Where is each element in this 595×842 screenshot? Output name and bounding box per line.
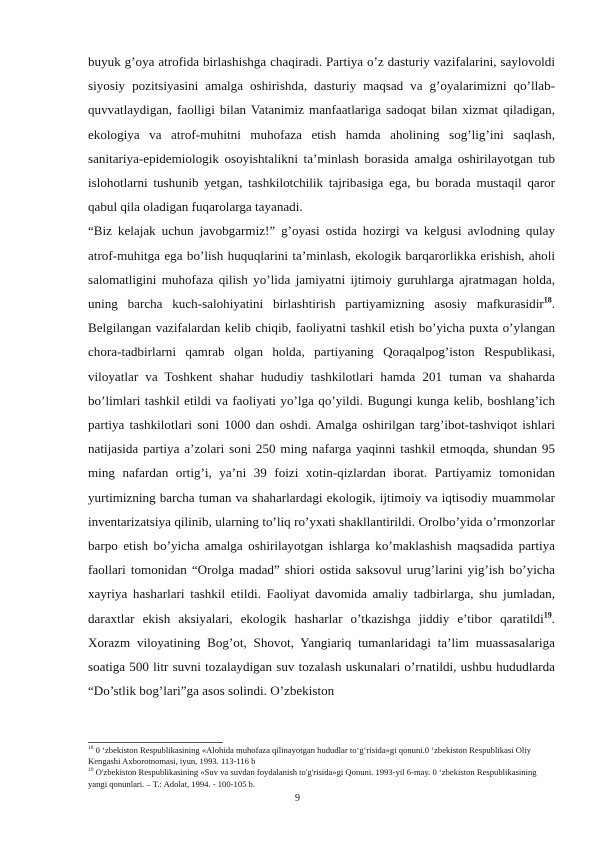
paragraph-2 <box>88 219 555 703</box>
paragraph-2-ending: . Xorazm viloyatining Bog’ot, Shovot, Yangiariq tumanlaridagi ta’lim muassasalariga soatiga 500 litr suvni tozalaydigan suv tozalash uskunalari o’rnatildi, ushbu hududlarda “Do’stlik bog’lari”ga asos solindi. O’zbekiston <box>88 610 555 699</box>
footnote-text: O'zbekiston Respublikasining «Suv va suvdan foydalanish to'g'risida»gi Qonuni. 1993-yil 6-may. 0 ‘zbekiston Respublikasining yangi qonunlari. – T.: Adolat, 1994. - 100-105 b. <box>88 767 537 789</box>
footnote-ref-18[interactable]: 18 <box>543 295 552 305</box>
footnote-ref-19[interactable]: 19 <box>543 610 552 620</box>
page-number: 9 <box>295 793 300 804</box>
paragraph-1: buyuk g’oya atrofida birlashishga chaqiradi. Partiya o’z dasturiy vazifalarini, saylovoldi siyosiy pozitsiyasini amalga oshirishda, dasturiy maqsad va g’oyalarimizni qo’llab-quvvatlaydigan, faolligi bilan Vatanimiz manfaatlariga sadoqat bilan xizmat qiladigan, ekologiya va atrof-muhitni muhofaza etish hamda aholining sog’lig’ini saqlash, sanitariya-epidemiologik osoyishtalikni ta’minlash borasida amalga oshirilayotgan tub islohotlarni tushunib yetgan, tashkilotchilik tajribasiga ega, bu borada mustaqil qaror qabul qila oladigan fuqarolarga tayanadi. <box>88 54 555 215</box>
footnotes <box>88 742 555 790</box>
footnote-number: 18 <box>88 745 94 752</box>
page-content <box>88 50 555 703</box>
paragraph-2-text: “Biz kelajak uchun javobgarmiz!” g’oyasi ostida hozirgi va kelgusi avlodning qulay atrof-muhitga ega bo’lish huquqlarini ta’minlash, ekologik barqarorlikka erishish, aholi salomatligini muhofaza qilish yo’lida jamiyatni ijtimoiy guruhlarga ajratmagan holda, uning barcha kuch-salohiyatini birlashtirish partiyamizning asosiy mafkurasidir <box>88 223 555 312</box>
footnote-number: 19 <box>88 767 94 774</box>
footnote-divider <box>88 742 223 743</box>
paragraph-2-continuation: . Belgilangan vazifalardan kelib chiqib, faoliyatni tashkil etish bo’yicha puxta o’ylangan chora-tadbirlarni qamrab olgan holda, partiyaning Qoraqalpog’iston Respublikasi, viloyatlar va Toshkent shahar hududiy tashkilotlari hamda 201 tuman va shaharda bo’limlari tashkil etildi va faoliyati yo’lga qo’yildi. Bugungi kunga kelib, boshlang’ich partiya tashkilotlari soni 1000 dan oshdi. Amalga oshirilgan targ’ibot-tashviqot ishlari natijasida partiya a’zolari soni 250 ming nafarga yaqinni tashkil etmoqda, shundan 95 ming nafardan ortig’i, ya’ni 39 foizi xotin-qizlardan iborat. Partiyamiz tomonidan yurtimizning barcha tuman va shaharlardagi ekologik, ijtimoiy va iqtisodiy muammolar inventarizatsiya qilinib, ularning to’liq ro’yxati shakllantirildi. Orolbo’yida o’rmonzorlar barpo etish bo’yicha amalga oshirilayotgan ishlarga ko’maklashish maqsadida partiya faollari tomonidan “Orolga madad” shiori ostida saksovul urug’larini yig’ish bo’yicha xayriya hasharlari tashkil etildi. Faoliyat davomida amaliy tadbirlarga, shu jumladan, daraxtlar ekish aksiyalari, ekologik hasharlar o’tkazishga jiddiy e’tibor qaratildi <box>88 296 555 626</box>
footnote-18 <box>88 745 555 767</box>
footnote-text: 0 ‘zbekiston Respublikasining «Alohida muhofaza qilinayotgan hududlar to‘g‘risida»gi qonuni.0 ‘zbekiston Respublikasi Oliy Kengashi Axborotnomasi, iyun, 1993. 113-116 b <box>88 745 532 767</box>
body-text <box>88 50 555 703</box>
footnote-19 <box>88 767 555 789</box>
